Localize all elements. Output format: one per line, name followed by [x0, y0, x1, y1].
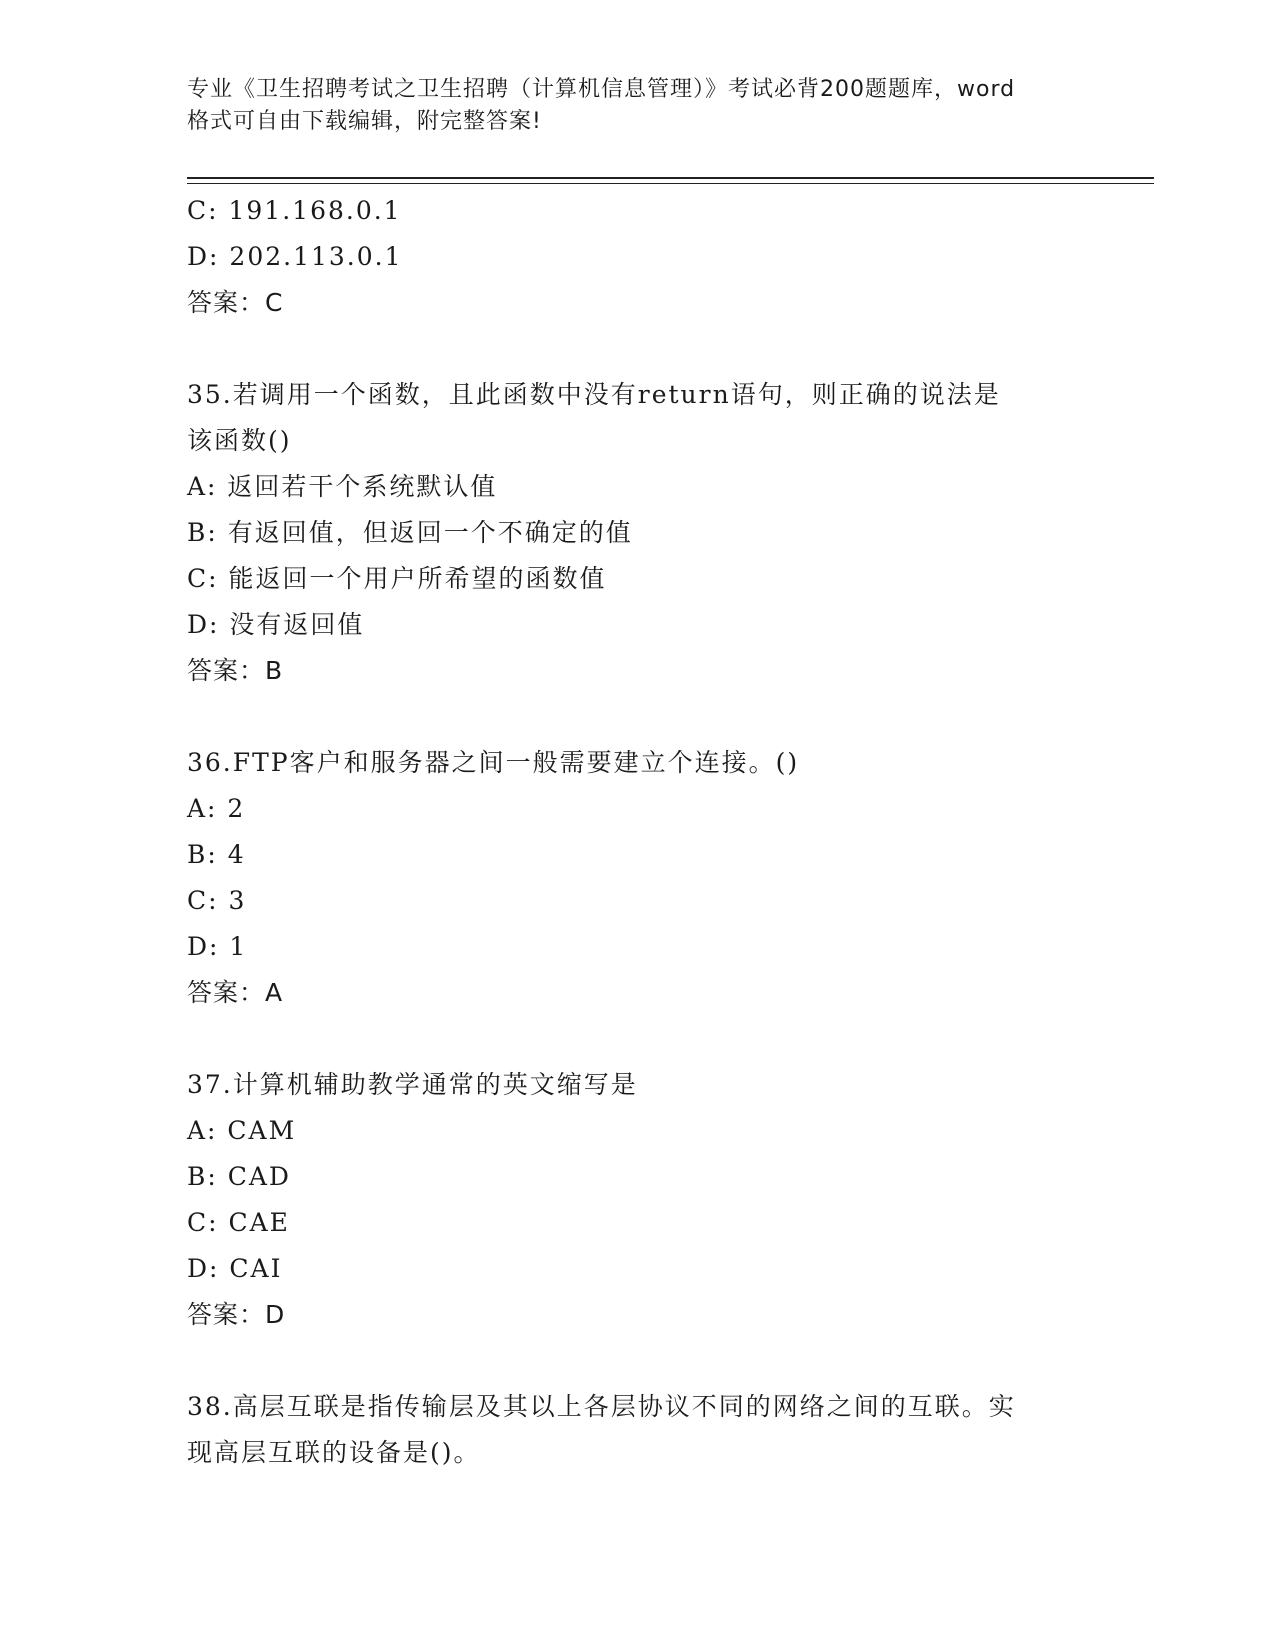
option-d: D: CAI [187, 1254, 283, 1283]
question-text: 37.计算机辅助教学通常的英文缩写是 [187, 1070, 638, 1099]
question-text-cont: 现高层互联的设备是()。 [187, 1438, 481, 1467]
answer-line: 答案：D [187, 1300, 286, 1329]
option-a: A: 2 [187, 794, 246, 823]
answer-line: 答案：C [187, 288, 284, 317]
option-d: D: 202.113.0.1 [187, 242, 403, 271]
question-text: 35.若调用一个函数，且此函数中没有return语句，则正确的说法是 [187, 380, 1001, 409]
question-36 [187, 740, 1147, 1016]
header-divider-thick [187, 177, 1154, 179]
header-line-1: 专业《卫生招聘考试之卫生招聘（计算机信息管理）》考试必背200题题库，word [187, 77, 1016, 102]
option-a: A: CAM [187, 1116, 297, 1145]
option-c: C: 3 [187, 886, 247, 915]
question-34-tail [187, 188, 1147, 326]
spacer [187, 326, 1147, 372]
header-divider-thin [187, 183, 1154, 184]
document-header [187, 74, 1087, 138]
header-line-2: 格式可自由下载编辑，附完整答案! [187, 109, 542, 134]
answer-line: 答案：A [187, 978, 284, 1007]
spacer [187, 694, 1147, 740]
option-b: B: 有返回值，但返回一个不确定的值 [187, 518, 633, 547]
spacer [187, 1016, 1147, 1062]
option-c: C: 191.168.0.1 [187, 196, 402, 225]
option-b: B: CAD [187, 1162, 291, 1191]
option-c: C: 能返回一个用户所希望的函数值 [187, 564, 607, 593]
option-a: A: 返回若干个系统默认值 [187, 472, 498, 501]
option-d: D: 1 [187, 932, 248, 961]
question-text-cont: 该函数() [187, 426, 292, 455]
question-38 [187, 1384, 1147, 1476]
question-37 [187, 1062, 1147, 1338]
question-35 [187, 372, 1147, 694]
spacer [187, 1338, 1147, 1384]
answer-line: 答案：B [187, 656, 284, 685]
option-d: D: 没有返回值 [187, 610, 365, 639]
option-c: C: CAE [187, 1208, 290, 1237]
question-text: 38.高层互联是指传输层及其以上各层协议不同的网络之间的互联。实 [187, 1392, 1016, 1421]
question-text: 36.FTP客户和服务器之间一般需要建立个连接。() [187, 748, 800, 777]
option-b: B: 4 [187, 840, 246, 869]
document-body [187, 188, 1147, 1476]
